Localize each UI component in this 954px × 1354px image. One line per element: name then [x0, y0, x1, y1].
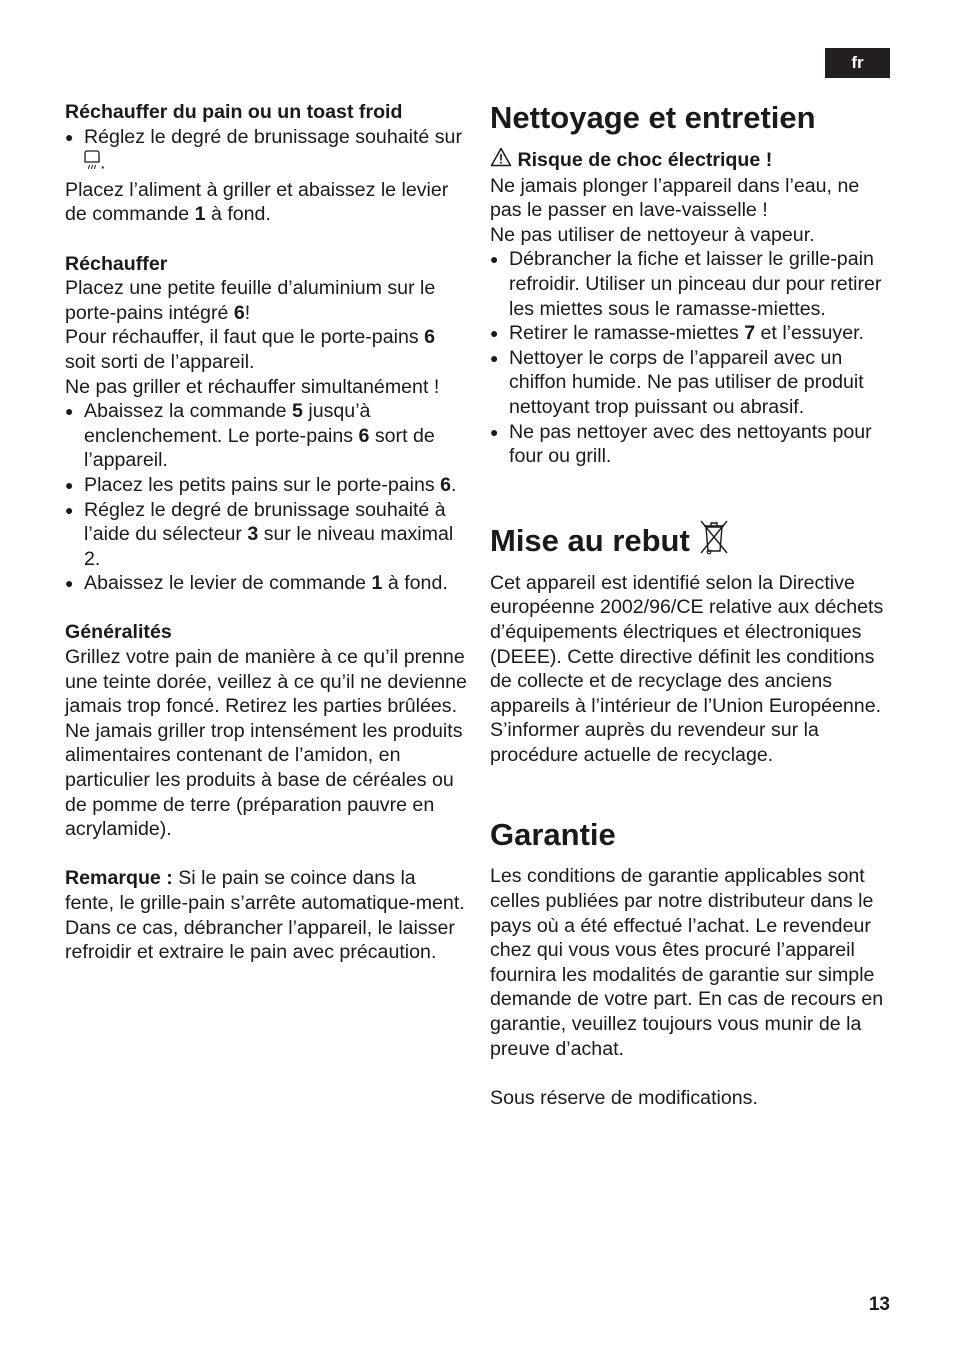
- list-item: ● Débrancher la fiche et laisser le grille-pain refroidir. Utiliser un pinceau dur pour retirer les miettes sous le ramasse-miettes.: [490, 247, 892, 321]
- paragraph: Grillez votre pain de manière à ce qu’il prenne une teinte dorée, veillez à ce qu’il ne devienne jamais trop foncé. Retirez les parties brûlées. Ne jamais griller trop intensément les produits alimentaires contenant de l’amidon, en particulier les produits à base de céréales ou de pomme de terre (préparation pauvre en acrylamide).: [65, 646, 467, 841]
- heading-warranty: Garantie: [490, 817, 616, 853]
- warning-line: Risque de choc électrique !: [490, 147, 892, 174]
- toast-heat-icon: [84, 149, 100, 178]
- reheat-steps-list: [65, 399, 470, 596]
- section-title-reheat-bread: Réchauffer du pain ou un toast froid: [65, 101, 403, 123]
- paragraph: Cet appareil est identifié selon la Directive européenne 2002/96/CE relative aux déchets d’équipements électriques et électroniques (DEEE). Cette directive définit les conditions de collecte et de recyclage des anciens appareils à l’intérieur de l’Union Européenne. S’informer auprès du revendeur sur la procédure actuelle de recyclage.: [490, 571, 884, 766]
- language-label: fr: [851, 53, 864, 72]
- paragraph: Placez l’aliment à griller et abaissez le levier de commande 1 à fond.: [65, 178, 449, 226]
- paragraph: Les conditions de garantie applicables sont celles publiées par notre distributeur dans le pays où a été effectué l’achat. Le revendeur chez qui vous vous êtes procuré l’appareil fournira les modalités de garantie sur simple demande de votre part. En cas de recours en garantie, veuillez toujours vous munir de la preuve d’achat.: [490, 865, 884, 1060]
- reserve-note: Sous réserve de modifications.: [490, 1086, 758, 1109]
- section-title-general: Généralités: [65, 621, 172, 644]
- section-title-reheat: Réchauffer: [65, 252, 168, 275]
- paragraph: Ne pas utiliser de nettoyeur à vapeur.: [490, 223, 815, 246]
- list-item: ● Retirer le ramasse-miettes 7 et l’essuyer.: [490, 321, 892, 346]
- heading-cleaning: Nettoyage et entretien: [490, 100, 816, 135]
- page-number: 13: [868, 1294, 890, 1315]
- paragraph: Ne pas griller et réchauffer simultanément !: [65, 375, 440, 398]
- list-item: ● Abaissez le levier de commande 1 à fond.: [65, 571, 470, 596]
- paragraph: Ne jamais plonger l’appareil dans l’eau, ne pas le passer en lave-vaisselle !: [490, 174, 860, 222]
- list-item: ● Réglez le degré de brunissage souhaité à l’aide du sélecteur 3 sur le niveau maximal 2.: [65, 498, 470, 572]
- paragraph: Placez une petite feuille d’aluminium sur le porte-pains intégré 6!: [65, 277, 436, 324]
- left-column: [65, 100, 470, 965]
- list-item: ● Réglez le degré de brunissage souhaité sur .: [65, 125, 470, 178]
- remark-paragraph: Remarque : Si le pain se coince dans la fente, le grille-pain s’arrête automatique-ment. Dans ce cas, débrancher l’appareil, le laisser refroidir et extraire le pain avec précaution.: [65, 867, 465, 964]
- list-item: ● Placez les petits pains sur le porte-pains 6.: [65, 473, 470, 498]
- list-item: ● Abaissez la commande 5 jusqu’à enclenchement. Le porte-pains 6 sort de l’appareil.: [65, 399, 470, 473]
- list-item: ● Ne pas nettoyer avec des nettoyants pour four ou grill.: [490, 420, 892, 469]
- warning-triangle-icon: [490, 147, 512, 174]
- crossed-bin-icon: [698, 518, 730, 565]
- cleaning-list: [490, 247, 892, 468]
- language-tab: [825, 48, 890, 78]
- reheat-bread-list: [65, 125, 470, 178]
- list-item: ● Nettoyer le corps de l’appareil avec un chiffon humide. Ne pas utiliser de produit nettoyant trop puissant ou abrasif.: [490, 346, 892, 420]
- paragraph: Pour réchauffer, il faut que le porte-pains 6 soit sorti de l’appareil.: [65, 326, 435, 373]
- right-column: [490, 100, 892, 1110]
- heading-disposal: Mise au rebut: [490, 518, 892, 565]
